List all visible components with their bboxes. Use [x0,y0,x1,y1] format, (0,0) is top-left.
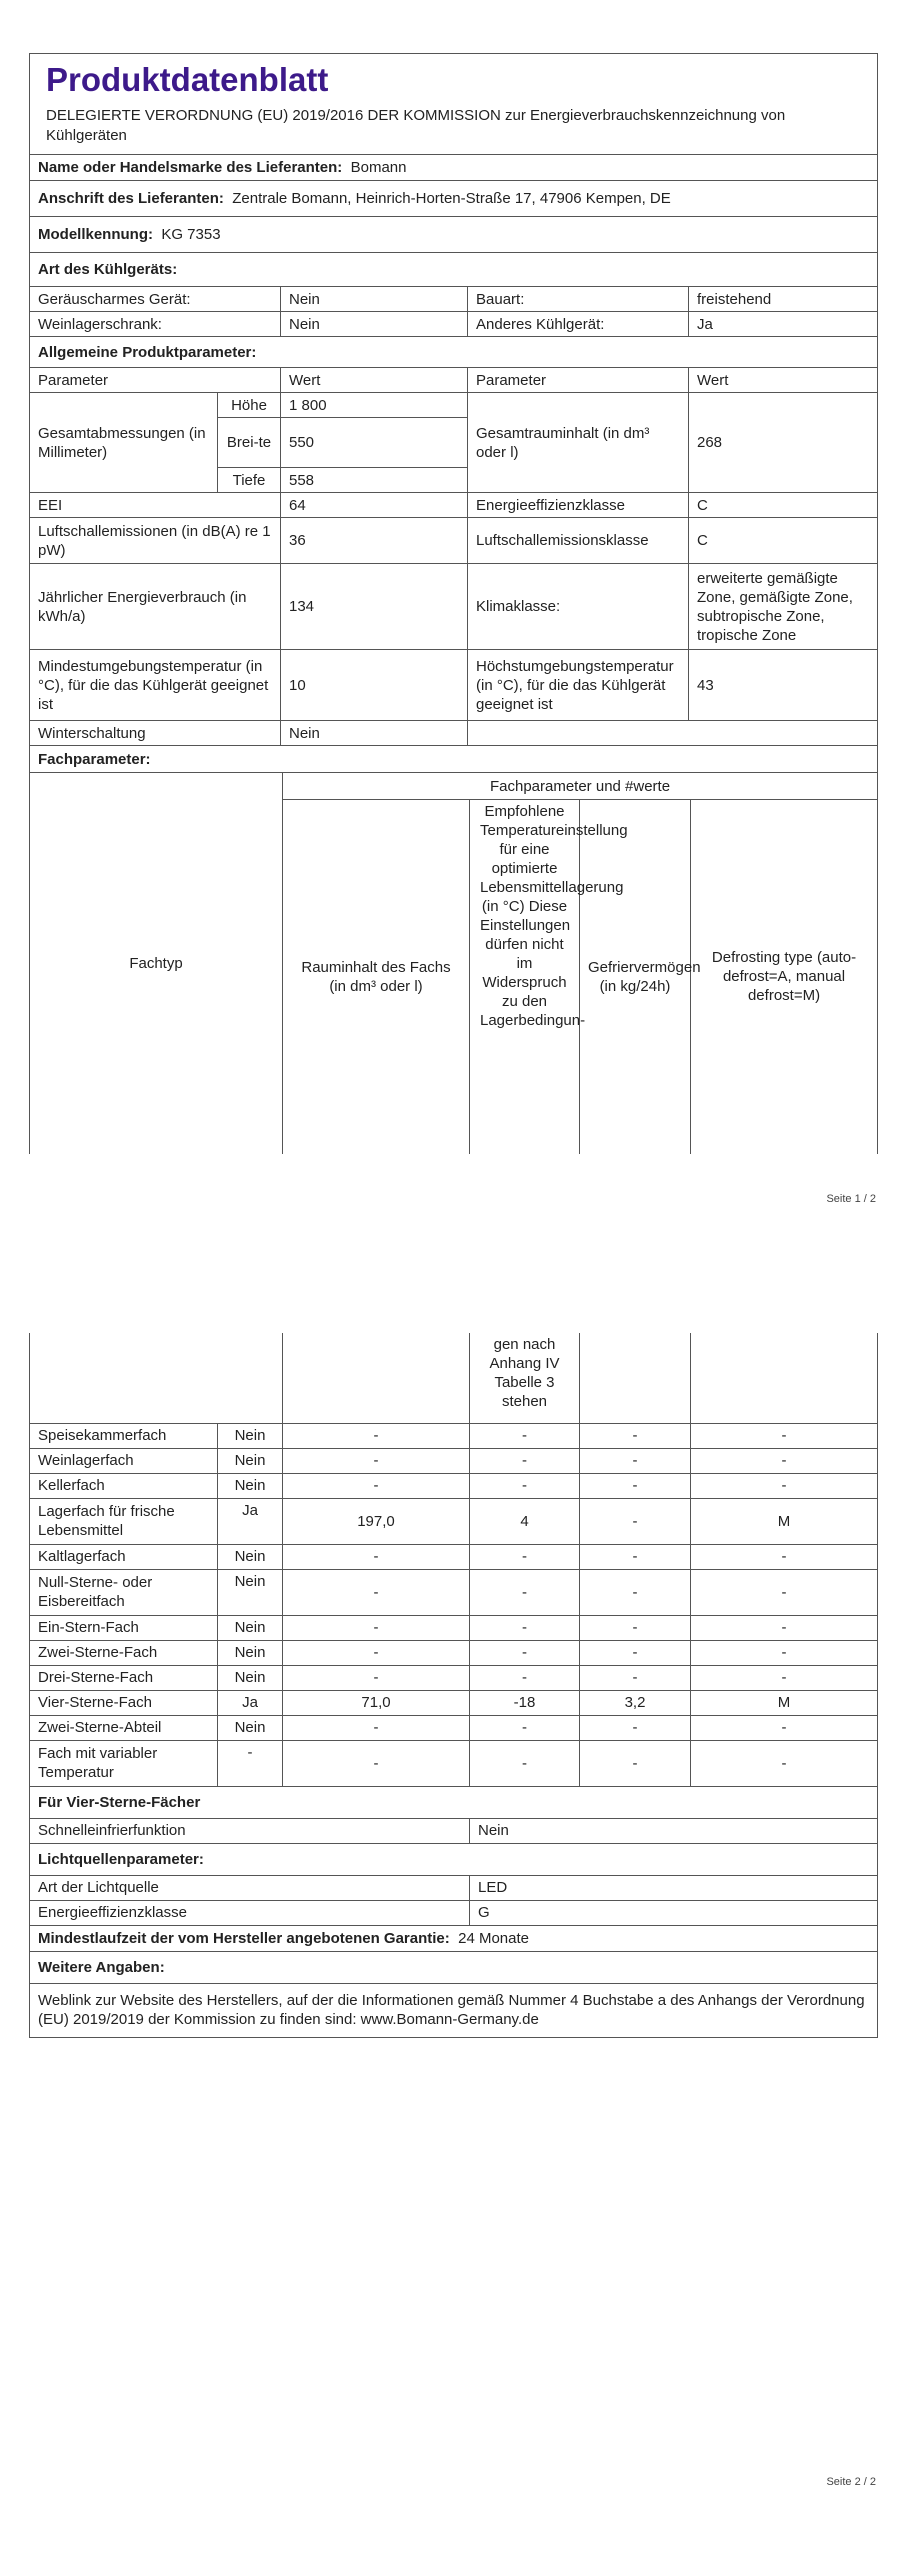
comp-freeze: - [580,1640,691,1665]
depth-value: 558 [281,468,468,493]
energy-consumption-value: 134 [281,564,468,650]
compartment-table-page2 [29,1333,878,1787]
header-cont-volume [283,1333,470,1423]
noise-value: 36 [281,518,468,564]
other-value: Ja [689,312,878,337]
comp-temp: - [470,1473,580,1498]
page-number-2: Seite 2 / 2 [826,2476,876,2488]
general-heading: Allgemeine Produktparameter: [30,337,878,368]
supplier-address-row: Anschrift des Lieferanten: Zentrale Bomann, Heinrich-Horten-Straße 17, 47906 Kempen, DE [30,181,878,217]
comp-freeze: - [580,1569,691,1615]
comp-temp-header: Empfohlene Temperatureinstellung für eine optimierte Lebensmittellagerung (in °C) Diese Einstellungen dürfen nicht im Widerspruch zu den Lagerbedingun- [470,800,580,1154]
light-heading: Lichtquellenparameter: [30,1843,878,1875]
comp-defrost: - [691,1615,878,1640]
comp-volume: - [283,1640,470,1665]
param-header: Parameter [30,368,281,393]
compartment-row [30,1498,878,1544]
comp-temp: - [470,1715,580,1740]
header-cont-fachtyp [30,1333,283,1423]
header-cont-defrost [691,1333,878,1423]
comp-volume: - [283,1569,470,1615]
comp-defrost: M [691,1690,878,1715]
comp-freeze: - [580,1665,691,1690]
dimensions-label: Gesamtabmessungen (in Millimeter) [30,393,218,493]
fourstar-heading: Für Vier-Sterne-Fächer [30,1786,878,1818]
comp-freeze: - [580,1544,691,1569]
comp-temp: - [470,1423,580,1448]
model-row: Modellkennung: KG 7353 [30,217,878,253]
compartment-row [30,1615,878,1640]
other-label: Anderes Kühlgerät: [468,312,689,337]
comp-freeze: - [580,1473,691,1498]
product-table-page1 [29,53,878,773]
compartment-row [30,1448,878,1473]
appliance-type-heading: Art des Kühlgeräts: [30,253,878,287]
compartment-row [30,1569,878,1615]
warranty-row: Mindestlaufzeit der vom Hersteller angebotenen Garantie: 24 Monate [30,1925,878,1951]
width-label: Brei-te [218,418,281,468]
height-value: 1 800 [281,393,468,418]
fastfreeze-value: Nein [470,1818,878,1843]
winter-empty [468,721,878,746]
design-value: freistehend [689,287,878,312]
comp-defrost: - [691,1715,878,1740]
total-volume-label: Gesamtrauminhalt (in dm³ oder l) [468,393,689,493]
low-noise-label: Geräuscharmes Gerät: [30,287,281,312]
comp-type: Kaltlagerfach [30,1544,218,1569]
comp-present: Nein [218,1715,283,1740]
climate-class-value: erweiterte gemäßigte Zone, gemäßigte Zone, subtropische Zone, tropische Zone [689,564,878,650]
fastfreeze-label: Schnelleinfrierfunktion [30,1818,470,1843]
comp-present: Nein [218,1544,283,1569]
eei-value: 64 [281,493,468,518]
comp-type: Vier-Sterne-Fach [30,1690,218,1715]
compartment-row [30,1423,878,1448]
light-type-label: Art der Lichtquelle [30,1875,470,1900]
comp-temp: 4 [470,1498,580,1544]
comp-defrost: - [691,1640,878,1665]
wine-value: Nein [281,312,468,337]
noise-class-value: C [689,518,878,564]
value-header: Wert [281,368,468,393]
min-temp-label: Mindestumgebungstemperatur (in °C), für die das Kühlgerät geeignet ist [30,650,281,721]
noise-label: Luftschallemissionen (in dB(A) re 1 pW) [30,518,281,564]
height-label: Höhe [218,393,281,418]
comp-volume: 71,0 [283,1690,470,1715]
supplier-name-row: Name oder Handelsmarke des Lieferanten: Bomann [30,155,878,181]
compartment-row [30,1544,878,1569]
comp-defrost: - [691,1665,878,1690]
low-noise-value: Nein [281,287,468,312]
subtitle-text: DELEGIERTE VERORDNUNG (EU) 2019/2016 DER KOMMISSION zur Energieverbrauchskennzeichnung von Kühlgeräten [46,107,786,144]
comp-type: Weinlagerfach [30,1448,218,1473]
min-temp-value: 10 [281,650,468,721]
winter-value: Nein [281,721,468,746]
comp-freeze: - [580,1448,691,1473]
title-text: Produktdatenblatt [46,61,329,98]
comp-type: Fach mit variabler Temperatur [30,1740,218,1786]
compartment-row [30,1740,878,1786]
page-title [30,54,878,155]
comp-present: Ja [218,1690,283,1715]
comp-present: Nein [218,1448,283,1473]
comp-present: Nein [218,1569,283,1615]
comp-temp: - [470,1448,580,1473]
comp-defrost: - [691,1740,878,1786]
eei-label: EEI [30,493,281,518]
comp-type: Ein-Stern-Fach [30,1615,218,1640]
comp-type: Zwei-Sterne-Fach [30,1640,218,1665]
comp-type: Drei-Sterne-Fach [30,1665,218,1690]
comp-freeze: - [580,1615,691,1640]
winter-label: Winterschaltung [30,721,281,746]
light-class-label: Energieeffizienzklasse [30,1900,470,1925]
comp-freeze: - [580,1740,691,1786]
light-type-value: LED [470,1875,878,1900]
comp-present: Nein [218,1665,283,1690]
comp-present: Nein [218,1473,283,1498]
comp-volume: - [283,1448,470,1473]
compartment-header-page1 [29,772,878,1154]
design-label: Bauart: [468,287,689,312]
comp-freeze: - [580,1498,691,1544]
total-volume-value: 268 [689,393,878,493]
compartment-row [30,1715,878,1740]
comp-temp: - [470,1665,580,1690]
comp-freeze: - [580,1423,691,1448]
light-class-value: G [470,1900,878,1925]
comp-present: - [218,1740,283,1786]
wine-label: Weinlagerschrank: [30,312,281,337]
comp-defrost: - [691,1448,878,1473]
climate-class-label: Klimaklasse: [468,564,689,650]
comp-temp: -18 [470,1690,580,1715]
comp-type: Kellerfach [30,1473,218,1498]
comp-temp: - [470,1544,580,1569]
comp-volume: - [283,1615,470,1640]
max-temp-value: 43 [689,650,878,721]
lower-table-page2 [29,1786,878,2038]
comp-volume: - [283,1473,470,1498]
comp-volume: - [283,1423,470,1448]
page-1 [29,53,877,1154]
max-temp-label: Höchstumgebungstemperatur (in °C), für die das Kühlgerät geeignet ist [468,650,689,721]
further-heading: Weitere Angaben: [30,1951,878,1983]
further-text: Weblink zur Website des Herstellers, auf der die Informationen gemäß Nummer 4 Buchstabe a des Anhangs der Verordnung (EU) 2019/2019 der Kommission zu finden sind: www.Bomann-Germany.de [30,1983,878,2037]
page-number-1: Seite 1 / 2 [826,1193,876,1205]
comp-freeze: - [580,1715,691,1740]
width-value: 550 [281,418,468,468]
compartment-row [30,1690,878,1715]
comp-volume: - [283,1544,470,1569]
comp-temp: - [470,1640,580,1665]
comp-temp: - [470,1569,580,1615]
comp-type: Lagerfach für frische Lebensmittel [30,1498,218,1544]
comp-defrost: - [691,1473,878,1498]
header-cont-freeze [580,1333,691,1423]
comp-defrost-header: Defrosting type (auto-defrost=A, manual defrost=M) [691,800,878,1154]
comp-defrost: - [691,1544,878,1569]
comp-volume: - [283,1740,470,1786]
comp-defrost: - [691,1569,878,1615]
comp-temp: - [470,1740,580,1786]
param-header-2: Parameter [468,368,689,393]
comp-volume-header: Rauminhalt des Fachs (in dm³ oder l) [283,800,470,1154]
energy-consumption-label: Jährlicher Energieverbrauch (in kWh/a) [30,564,281,650]
comp-freeze-header: Gefriervermögen (in kg/24h) [580,800,691,1154]
compartment-row [30,1640,878,1665]
comp-present: Nein [218,1615,283,1640]
depth-label: Tiefe [218,468,281,493]
noise-class-label: Luftschallemissionsklasse [468,518,689,564]
value-header-2: Wert [689,368,878,393]
comp-present: Nein [218,1640,283,1665]
energy-class-value: C [689,493,878,518]
compartment-row [30,1473,878,1498]
comp-type: Speisekammerfach [30,1423,218,1448]
compartment-heading: Fachparameter: [30,746,878,773]
comp-defrost: M [691,1498,878,1544]
comp-type: Zwei-Sterne-Abteil [30,1715,218,1740]
comp-defrost: - [691,1423,878,1448]
comp-volume: - [283,1715,470,1740]
page-2 [29,1333,877,2038]
comp-freeze: 3,2 [580,1690,691,1715]
comp-volume: 197,0 [283,1498,470,1544]
comp-present: Nein [218,1423,283,1448]
energy-class-label: Energieeffizienzklasse [468,493,689,518]
comp-present: Ja [218,1498,283,1544]
header-cont-temp: gen nach Anhang IV Tabelle 3 stehen [470,1333,580,1423]
comp-temp: - [470,1615,580,1640]
comp-volume: - [283,1665,470,1690]
comp-type: Null-Sterne- oder Eisbereitfach [30,1569,218,1615]
compartment-row [30,1665,878,1690]
fachtyp-header: Fachtyp [30,773,283,1154]
comp-values-header: Fachparameter und #werte [283,773,878,800]
